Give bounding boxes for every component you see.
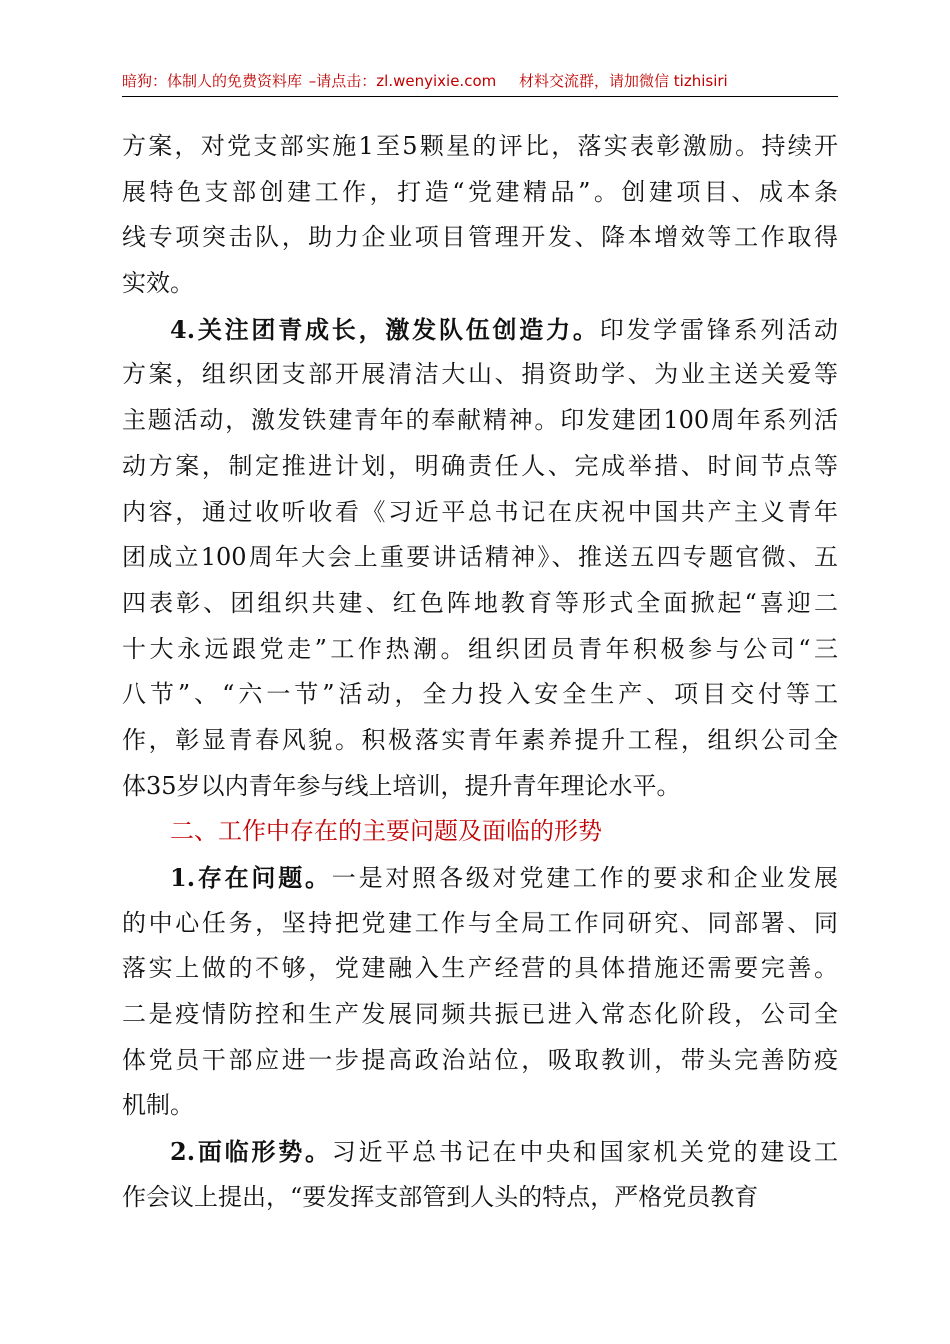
- paragraph-line: [122, 581, 838, 627]
- line-text: 主题活动，激发铁建青年的奉献精神。印发建团100周年系列活: [122, 406, 838, 435]
- header-link[interactable]: –请点击：zl.wenyixie.com: [308, 72, 497, 90]
- paragraph-line: [122, 398, 838, 444]
- paragraph-line: [122, 215, 838, 261]
- paragraph-line: [122, 1038, 838, 1084]
- header-site-name: 暗狗：体制人的免费资料库: [122, 72, 303, 90]
- line-text: 内容，通过收听收看《习近平总书记在庆祝中国共产主义青年: [122, 497, 838, 526]
- paragraph-line: [122, 1129, 838, 1175]
- line-text: 落实上做的不够，党建融入生产经营的具体措施还需要完善。: [122, 954, 838, 983]
- watermark-header: [122, 70, 838, 90]
- paragraph-line: [122, 490, 838, 536]
- document-body: [122, 124, 838, 1221]
- item-title: 2.面临形势。: [170, 1137, 332, 1167]
- paragraph-line: [122, 352, 838, 398]
- line-text: 作，彰显青春风貌。积极落实青年素养提升工程，组织公司全: [122, 725, 838, 754]
- paragraph-line: [122, 946, 838, 992]
- line-text: 机制。: [122, 1091, 194, 1120]
- line-text: 方案，对党支部实施1至5颗星的评比，落实表彰激励。持续开: [122, 132, 838, 160]
- item-title: 1.存在问题。: [170, 863, 332, 892]
- paragraph-line: [122, 855, 838, 901]
- line-text: 四表彰、团组织共建、红色阵地教育等形式全面掀起“喜迎二: [122, 588, 838, 617]
- paragraph-line: [122, 672, 838, 718]
- item-title: 4.关注团青成长，激发队伍创造力。: [170, 314, 600, 344]
- line-text: 展特色支部创建工作，打造“党建精品”。创建项目、成本条: [122, 177, 838, 206]
- paragraph-line: [122, 307, 838, 353]
- line-text: 实效。: [122, 269, 194, 298]
- line-text: 动方案，制定推进计划，明确责任人、完成举措、时间节点等: [122, 451, 838, 480]
- line-text: 二是疫情防控和生产发展同频共振已进入常态化阶段，公司全: [122, 1000, 838, 1029]
- line-text: 的中心任务，坚持把党建工作与全局工作同研究、同部署、同: [122, 908, 838, 937]
- paragraph-line: [122, 901, 838, 947]
- paragraph-line: [122, 124, 838, 170]
- paragraph-line: [122, 718, 838, 764]
- paragraph-line: [122, 764, 838, 810]
- paragraph-line: [122, 1083, 838, 1129]
- line-text: 印发学雷锋系列活动: [599, 315, 838, 344]
- paragraph-line: [122, 627, 838, 673]
- line-text: 八节”、“六一节”活动，全力投入安全生产、项目交付等工: [122, 680, 838, 709]
- line-text: 方案，组织团支部开展清洁大山、捐资助学、为业主送关爱等: [122, 360, 838, 389]
- paragraph-line: [122, 444, 838, 490]
- line-text: 体35岁以内青年参与线上培训，提升青年理论水平。: [122, 771, 681, 800]
- line-text: 作会议上提出，“要发挥支部管到人头的特点，严格党员教育: [122, 1182, 759, 1211]
- paragraph-line: [122, 261, 838, 307]
- paragraph-line: [122, 1175, 838, 1221]
- line-text: 体党员干部应进一步提高政治站位，吸取教训，带头完善防疫: [122, 1045, 838, 1074]
- section-heading: [122, 809, 838, 855]
- line-text: 一是对照各级对党建工作的要求和企业发展: [331, 864, 838, 892]
- section-heading-text: 二、工作中存在的主要问题及面临的形势: [170, 817, 602, 846]
- line-text: 团成立100周年大会上重要讲话精神》、推送五四专题官微、五: [122, 543, 838, 572]
- line-text: 十大永远跟党走”工作热潮。组织团员青年积极参与公司“三: [122, 634, 838, 663]
- header-wechat: 材料交流群，请加微信 tizhisiri: [519, 72, 728, 90]
- paragraph-line: [122, 170, 838, 216]
- line-text: 习近平总书记在中央和国家机关党的建设工: [331, 1138, 838, 1167]
- paragraph-line: [122, 535, 838, 581]
- header-divider: [122, 96, 838, 97]
- paragraph-line: [122, 992, 838, 1038]
- line-text: 线专项突击队，助力企业项目管理开发、降本增效等工作取得: [122, 223, 838, 252]
